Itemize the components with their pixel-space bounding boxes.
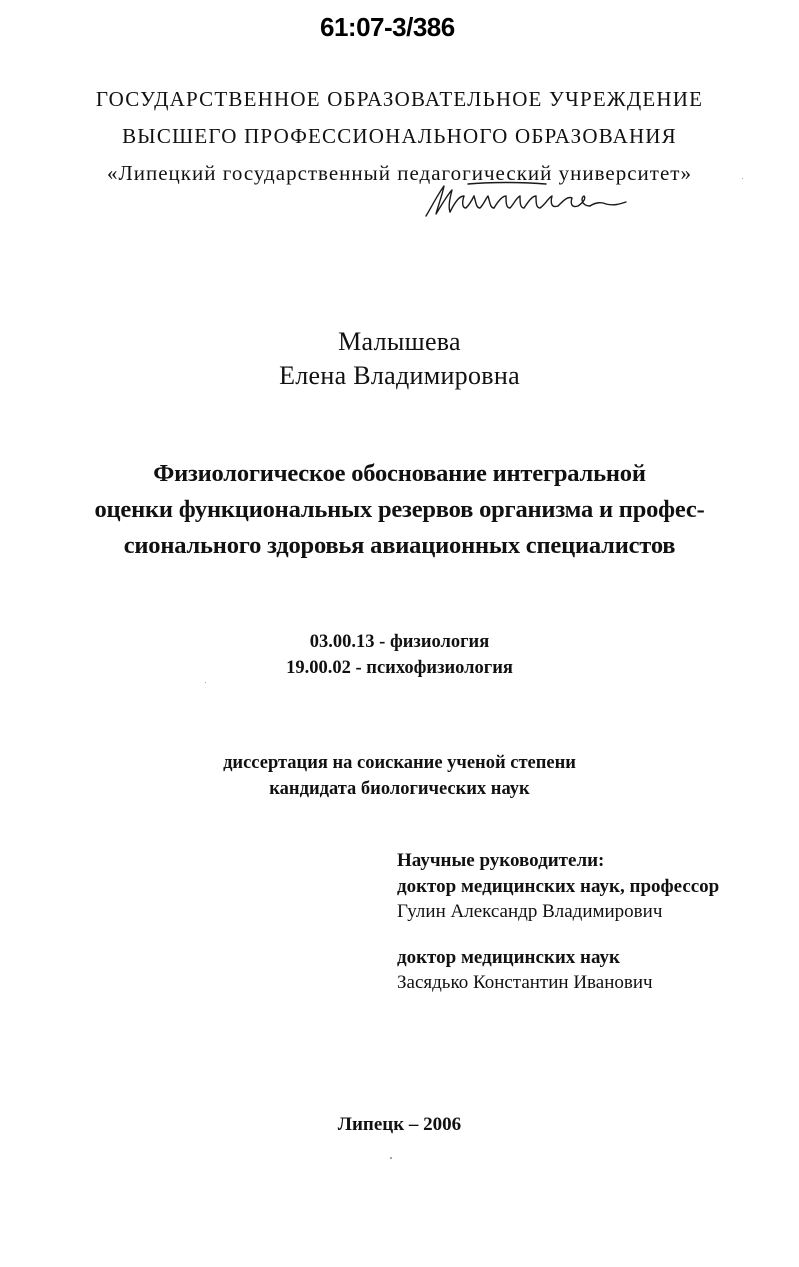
- organization-line-2: ВЫСШЕГО ПРОФЕССИОНАЛЬНОГО ОБРАЗОВАНИЯ: [122, 124, 677, 148]
- organization-line-1: ГОСУДАРСТВЕННОЕ ОБРАЗОВАТЕЛЬНОЕ УЧРЕЖДЕНИЕ: [95, 87, 704, 111]
- catalog-number: 61:07-3/386: [320, 12, 455, 42]
- city-year: Липецк – 2006: [337, 1114, 462, 1135]
- degree-line-2: кандидата биологических наук: [269, 779, 530, 799]
- supervisor-1-title: доктор медицинских наук, профессор: [397, 876, 720, 897]
- specialty-1: 03.00.13 - физиология: [309, 632, 490, 652]
- organization-line-3: «Липецкий государственный педагогический университет»: [107, 161, 692, 185]
- handwritten-signature: [420, 178, 630, 222]
- supervisor-2-title: доктор медицинских наук: [397, 947, 620, 968]
- author-surname: Малышева: [338, 327, 461, 356]
- supervisor-1-name: Гулин Александр Владимирович: [397, 901, 663, 922]
- supervisor-2-name: Засядько Константин Иванович: [397, 972, 653, 993]
- thesis-title-line-2: оценки функциональных резервов организма и профес-: [94, 496, 705, 523]
- scan-speck: [742, 178, 743, 179]
- degree-line-1: диссертация на соискание ученой степени: [223, 753, 576, 773]
- author-given-names: Елена Владимировна: [279, 361, 520, 390]
- scan-speck: [205, 682, 206, 683]
- specialty-2: 19.00.02 - психофизиология: [286, 658, 513, 678]
- thesis-title-line-1: Физиологическое обоснование интегральной: [153, 460, 646, 487]
- supervisors-heading: Научные руководители:: [397, 850, 605, 871]
- scan-speck: [390, 1157, 392, 1159]
- thesis-title-line-3: сионального здоровья авиационных специалистов: [123, 532, 676, 559]
